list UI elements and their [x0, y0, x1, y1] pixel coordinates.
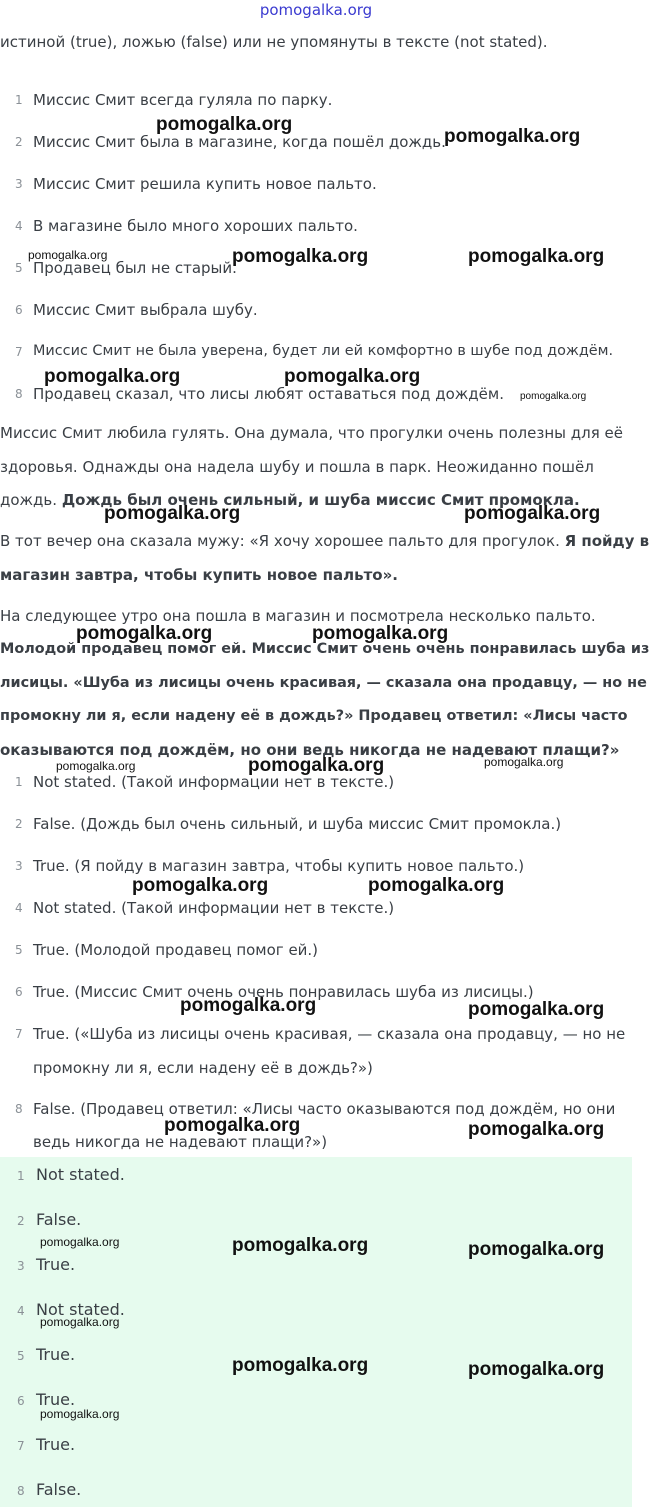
watermark: pomogalka.org — [520, 391, 587, 402]
statement-number: 7 — [15, 345, 23, 359]
answer-number: 5 — [17, 1349, 25, 1363]
watermark: pomogalka.org — [468, 246, 605, 267]
watermark: pomogalka.org — [468, 1119, 605, 1140]
watermark: pomogalka.org — [284, 366, 421, 387]
watermark: pomogalka.org — [76, 623, 213, 644]
answer-number: 4 — [17, 1304, 25, 1318]
watermark: pomogalka.org — [40, 1315, 120, 1329]
watermark: pomogalka.org — [180, 995, 317, 1016]
watermark: pomogalka.org — [232, 246, 369, 267]
story-line: оказываются под дождём, но они ведь никогда не надевают плащи?» — [0, 741, 620, 759]
answer-text: True. — [36, 1345, 76, 1364]
statement-text: Миссис Смит выбрала шубу. — [33, 301, 258, 319]
story-plain: В тот вечер она сказала мужу: «Я хочу хорошее пальто для прогулок. — [0, 532, 565, 550]
intro-line: истиной (true), ложью (false) или не упомянуты в тексте (not stated). — [0, 33, 548, 51]
answer-text: True. — [36, 1435, 76, 1454]
story-line: На следующее утро она пошла в магазин и посмотрела несколько пальто. — [0, 607, 596, 625]
statement-number: 6 — [15, 303, 23, 317]
answer-text: True. — [36, 1255, 76, 1274]
watermark: pomogalka.org — [44, 366, 181, 387]
explanation-number: 1 — [15, 775, 23, 789]
explanation-number: 8 — [15, 1102, 23, 1116]
explanation-text: промокну ли я, если надену её в дождь?») — [33, 1059, 373, 1077]
watermark: pomogalka.org — [468, 1359, 605, 1380]
watermark: pomogalka.org — [312, 623, 449, 644]
answer-text: True. — [36, 1390, 76, 1409]
explanation-text: Not stated. (Такой информации нет в тексте.) — [33, 899, 395, 917]
statement-number: 8 — [15, 387, 23, 401]
explanation-text: False. (Продавец ответил: «Лисы часто оказываются под дождём, но они — [33, 1100, 616, 1118]
answer-text: False. — [36, 1480, 82, 1499]
explanation-number: 6 — [15, 985, 23, 999]
watermark: pomogalka.org — [40, 1407, 120, 1421]
explanation-text: True. («Шуба из лисицы очень красивая, — сказала она продавцу, — но не — [33, 1025, 626, 1043]
site-link[interactable]: pomogalka.org — [259, 1, 373, 19]
story-line: промокну ли я, если надену её в дождь?» Продавец ответил: «Лисы часто — [0, 708, 628, 724]
answer-number: 1 — [17, 1169, 25, 1183]
watermark: pomogalka.org — [232, 1235, 369, 1256]
explanation-number: 3 — [15, 859, 23, 873]
watermark: pomogalka.org — [132, 875, 269, 896]
watermark: pomogalka.org — [444, 126, 581, 147]
story-line: Молодой продавец помог ей. Миссис Смит очень очень понравилась шуба из — [0, 641, 649, 657]
statement-number: 2 — [15, 135, 23, 149]
answer-number: 2 — [17, 1214, 25, 1228]
watermark: pomogalka.org — [468, 999, 605, 1020]
statement-number: 3 — [15, 177, 23, 191]
answer-number: 6 — [17, 1394, 25, 1408]
watermark: pomogalka.org — [56, 759, 136, 773]
explanation-text: True. (Миссис Смит очень очень понравилась шуба из лисицы.) — [33, 983, 534, 1001]
story-line: Миссис Смит любила гулять. Она думала, что прогулки очень полезны для её — [0, 424, 623, 442]
explanation-number: 2 — [15, 817, 23, 831]
answer-text: Not stated. — [36, 1165, 125, 1184]
explanation-number: 4 — [15, 901, 23, 915]
statement-text: Продавец был не старый. — [33, 259, 237, 277]
answer-number: 3 — [17, 1259, 25, 1273]
watermark: pomogalka.org — [468, 1239, 605, 1260]
answer-number: 7 — [17, 1439, 25, 1453]
answer-number: 8 — [17, 1484, 25, 1498]
explanation-text: Not stated. (Такой информации нет в тексте.) — [33, 773, 395, 791]
story-line: здоровья. Однажды она надела шубу и пошла в парк. Неожиданно пошёл — [0, 458, 594, 476]
watermark: pomogalka.org — [40, 1235, 120, 1249]
statement-number: 5 — [15, 261, 23, 275]
statement-number: 4 — [15, 219, 23, 233]
explanation-number: 5 — [15, 943, 23, 957]
statement-text: В магазине было много хороших пальто. — [33, 217, 358, 235]
watermark: pomogalka.org — [232, 1355, 369, 1376]
statement-text: Миссис Смит не была уверена, будет ли ей комфортно в шубе под дождём. — [33, 343, 614, 359]
explanation-number: 7 — [15, 1027, 23, 1041]
watermark: pomogalka.org — [104, 503, 241, 524]
watermark: pomogalka.org — [156, 114, 293, 135]
statement-text: Миссис Смит решила купить новое пальто. — [33, 175, 377, 193]
story-line: лисицы. «Шуба из лисицы очень красивая, — сказала она продавцу, — но не — [0, 675, 647, 691]
statement-text: Миссис Смит была в магазине, когда пошёл дождь. — [33, 133, 446, 151]
watermark: pomogalka.org — [248, 755, 385, 776]
statement-text: Продавец сказал, что лисы любят оставаться под дождём. — [33, 385, 504, 403]
story-bold: Я пойду в — [564, 532, 649, 550]
explanation-text: ведь никогда не надевают плащи?») — [33, 1133, 328, 1151]
answer-text: False. — [36, 1210, 82, 1229]
watermark: pomogalka.org — [164, 1115, 301, 1136]
story-line — [0, 532, 649, 550]
explanation-text: True. (Я пойду в магазин завтра, чтобы купить новое пальто.) — [33, 857, 525, 875]
statement-number: 1 — [15, 93, 23, 107]
watermark: pomogalka.org — [484, 755, 564, 769]
explanation-text: False. (Дождь был очень сильный, и шуба миссис Смит промокла.) — [33, 815, 562, 833]
watermark: pomogalka.org — [464, 503, 601, 524]
watermark: pomogalka.org — [28, 248, 108, 262]
answer-text: Not stated. — [36, 1300, 125, 1319]
watermark: pomogalka.org — [368, 875, 505, 896]
statement-text: Миссис Смит всегда гуляла по парку. — [33, 91, 333, 109]
story-plain: дождь. — [0, 491, 62, 509]
story-bold: Дождь был очень сильный, и шуба миссис Смит промокла. — [61, 491, 580, 509]
explanation-text: True. (Молодой продавец помог ей.) — [33, 941, 319, 959]
story-line: магазин завтра, чтобы купить новое пальто». — [0, 566, 398, 584]
answers-panel — [0, 1157, 632, 1507]
